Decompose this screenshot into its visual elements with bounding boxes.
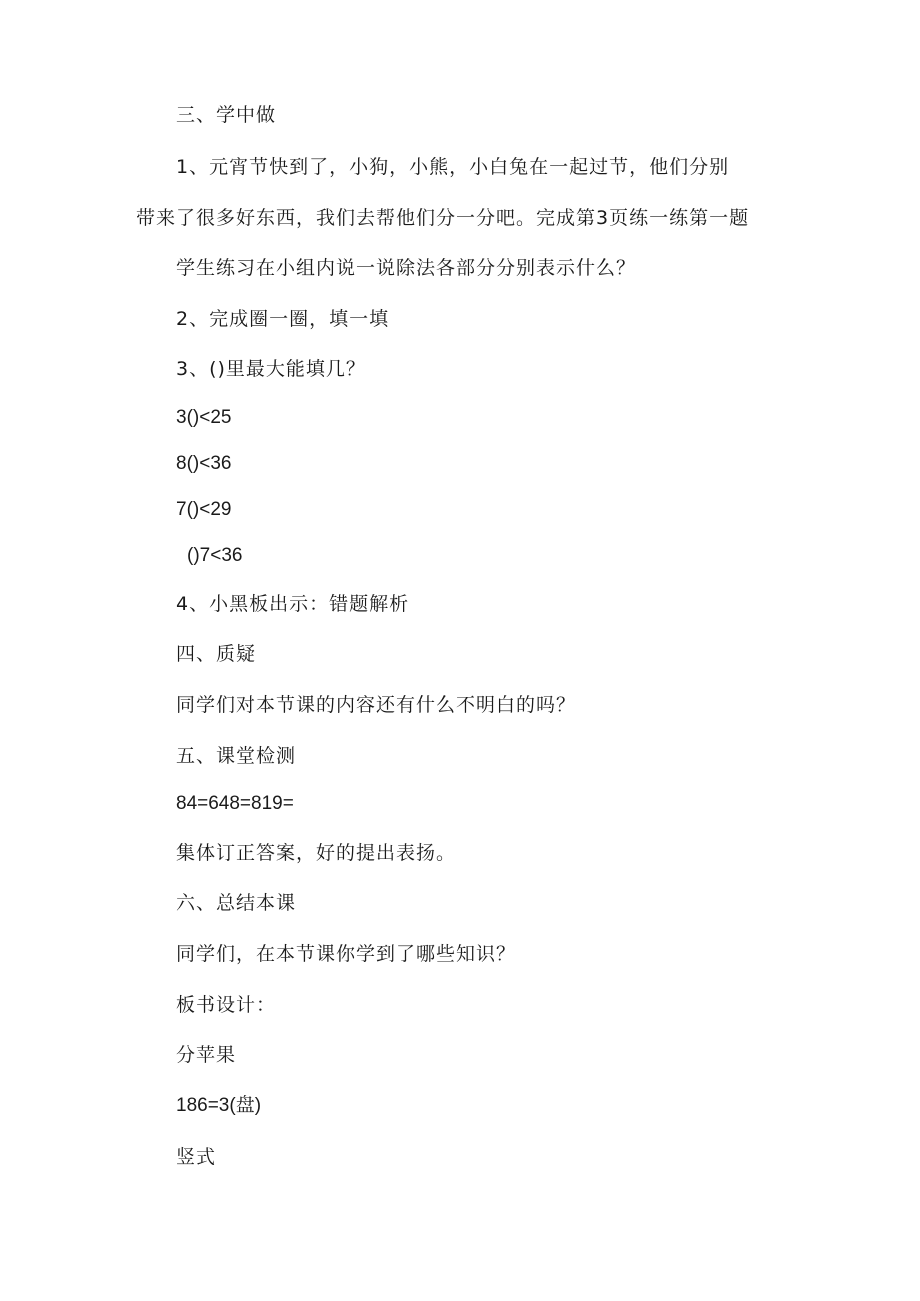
paragraph-line: 竖式 — [176, 1146, 217, 1168]
math-expression: 8()<36 — [176, 453, 232, 474]
paragraph-line: 带来了很多好东西，我们去帮他们分一分吧。完成第3页练一练第一题 — [136, 207, 750, 229]
math-expression: ()7<36 — [187, 545, 243, 566]
paragraph-line: 分苹果 — [176, 1044, 237, 1066]
paragraph-line: 集体订正答案，好的提出表扬。 — [176, 842, 457, 864]
list-item: 2、完成圈一圈，填一填 — [176, 308, 390, 330]
math-expression: 186=3(盘) — [176, 1095, 262, 1116]
paragraph-line: 学生练习在小组内说一说除法各部分分别表示什么？ — [176, 257, 637, 279]
paragraph-line: 同学们，在本节课你学到了哪些知识？ — [176, 943, 517, 965]
section-heading-practice: 三、学中做 — [176, 104, 277, 126]
list-item: 4、小黑板出示：错题解析 — [176, 593, 410, 615]
math-expression: 7()<29 — [176, 499, 232, 520]
paragraph-line: 板书设计： — [176, 994, 277, 1016]
math-expression: 3()<25 — [176, 407, 232, 428]
section-heading-test: 五、课堂检测 — [176, 745, 297, 767]
list-item: 3、()里最大能填几？ — [176, 358, 366, 380]
section-heading-questions: 四、质疑 — [176, 643, 257, 665]
section-heading-summary: 六、总结本课 — [176, 892, 297, 914]
paragraph-line: 1、元宵节快到了，小狗，小熊，小白兔在一起过节，他们分别 — [176, 156, 730, 178]
paragraph-line: 同学们对本节课的内容还有什么不明白的吗？ — [176, 694, 577, 716]
math-expression: 84=648=819= — [176, 793, 294, 814]
